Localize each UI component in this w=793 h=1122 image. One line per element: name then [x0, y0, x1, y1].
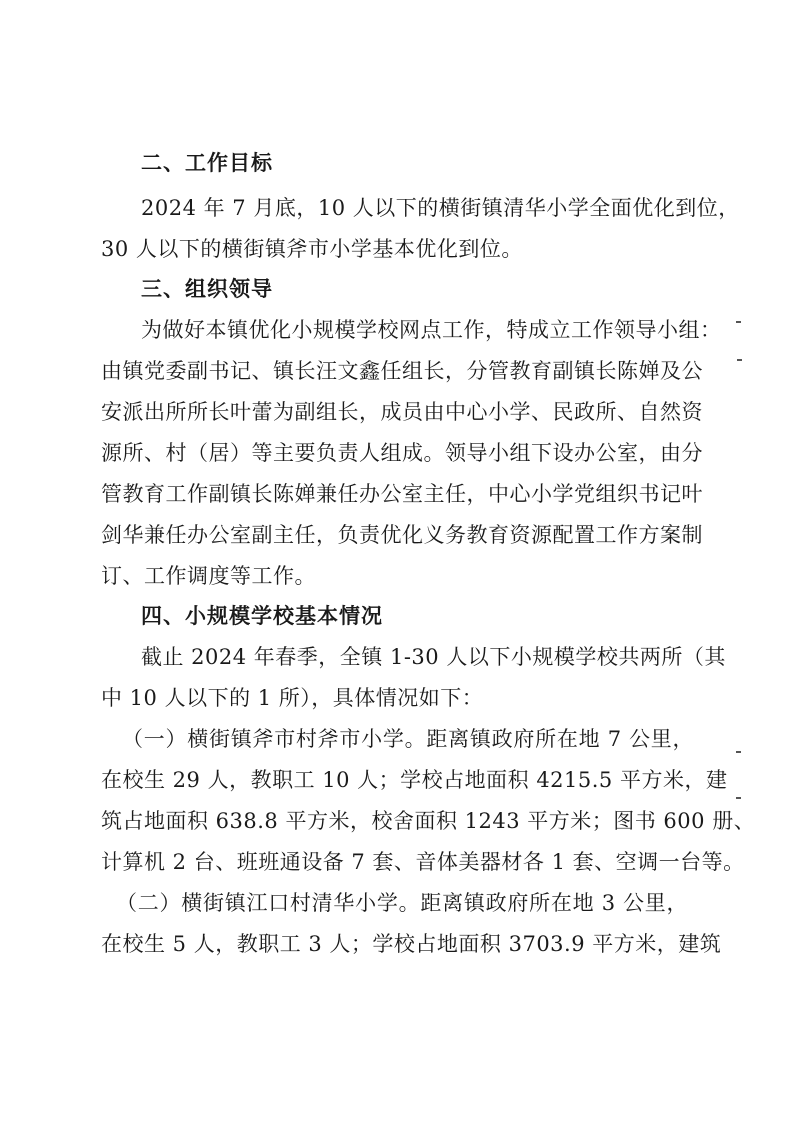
- scan-mark: [737, 359, 742, 361]
- paragraph-line: 计算机 2 台、班班通设备 7 套、音体美器材各 1 套、空调一台等。: [101, 850, 745, 874]
- paragraph-line: 在校生 5 人，教职工 3 人；学校占地面积 3703.9 平方米，建筑: [101, 932, 722, 956]
- paragraph-line: 由镇党委副书记、镇长汪文鑫任组长，分管教育副镇长陈婵及公: [101, 359, 703, 383]
- paragraph-line: 管教育工作副镇长陈婵兼任办公室主任，中心小学党组织书记叶: [101, 482, 703, 506]
- scan-mark: [736, 797, 741, 799]
- scan-mark: [736, 321, 741, 323]
- paragraph-line: 中 10 人以下的 1 所），具体情况如下：: [101, 686, 484, 710]
- paragraph-line: 在校生 29 人，教职工 10 人；学校占地面积 4215.5 平方米，建: [101, 768, 728, 792]
- paragraph-line: （一）横街镇斧市村斧市小学。距离镇政府所在地 7 公里，: [122, 727, 694, 751]
- paragraph-line: 为做好本镇优化小规模学校网点工作，特成立工作领导小组：: [141, 318, 722, 342]
- paragraph-line: 筑占地面积 638.8 平方米，校舍面积 1243 平方米；图书 600 册、: [101, 809, 756, 833]
- paragraph-line: 安派出所所长叶蕾为副组长，成员由中心小学、民政所、自然资: [101, 400, 703, 424]
- paragraph-line: 订、工作调度等工作。: [101, 564, 316, 588]
- section-heading-leadership: 三、组织领导: [141, 277, 273, 301]
- section-heading-school-overview: 四、小规模学校基本情况: [141, 604, 383, 628]
- paragraph-line: （二）横街镇江口村清华小学。距离镇政府所在地 3 公里，: [116, 891, 688, 915]
- scan-mark: [736, 751, 741, 753]
- paragraph-line: 2024 年 7 月底，10 人以下的横街镇清华小学全面优化到位，: [141, 196, 740, 220]
- paragraph-line: 源所、村（居）等主要负责人组成。领导小组下设办公室，由分: [101, 441, 703, 465]
- section-heading-goals: 二、工作目标: [141, 151, 273, 175]
- paragraph-line: 30 人以下的横街镇斧市小学基本优化到位。: [101, 237, 523, 261]
- paragraph-line: 剑华兼任办公室副主任，负责优化义务教育资源配置工作方案制: [101, 523, 703, 547]
- paragraph-line: 截止 2024 年春季，全镇 1-30 人以下小规模学校共两所（其: [141, 645, 726, 669]
